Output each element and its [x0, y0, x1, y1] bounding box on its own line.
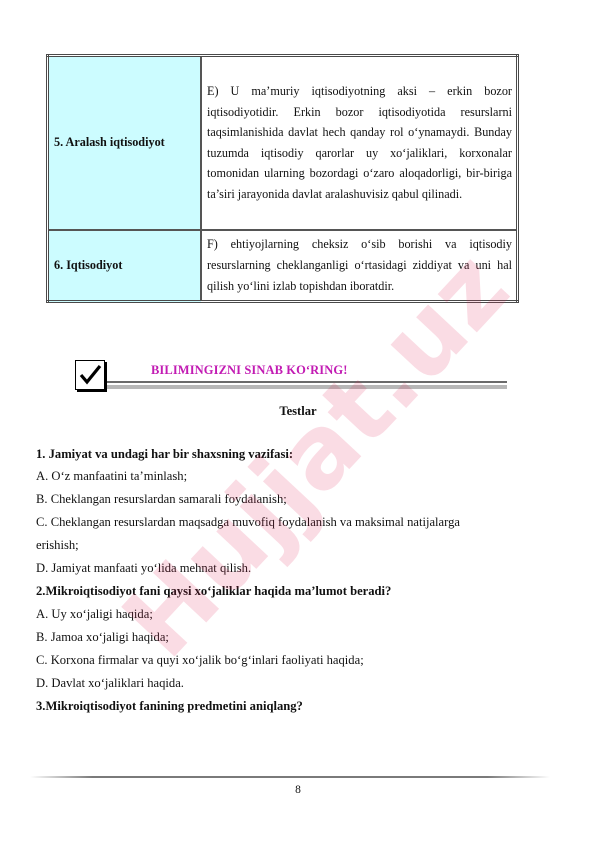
answer-line: D. Jamiyat manfaati yo‘lida mehnat qilish. [36, 561, 252, 575]
question-line: 3.Mikroiqtisodiyot fanining predmetini aniqlang? [36, 699, 303, 713]
definitions-table [46, 54, 519, 303]
banner-divider-shadow [107, 385, 507, 389]
answer-line: A. Uy xo‘jaligi haqida; [36, 607, 153, 621]
question-line: 2.Mikroiqtisodiyot fani qaysi xo‘jaliklar haqida ma’lumot beradi? [36, 584, 392, 598]
term-cell: 5. Aralash iqtisodiyot [48, 56, 202, 230]
page-number: 8 [295, 784, 301, 796]
answer-line: C. Korxona firmalar va quyi xo‘jalik bo‘g‘inlari faoliyati haqida; [36, 653, 364, 667]
answer-line: C. Cheklangan resurslardan maqsadga muvofiq foydalanish va maksimal natijalarga [36, 515, 460, 529]
banner-divider [107, 381, 507, 383]
term-cell: 6. Iqtisodiyot [48, 230, 202, 302]
answer-line: D. Davlat xo‘jaliklari haqida. [36, 676, 184, 690]
answer-line: erishish; [36, 538, 79, 552]
table-row [48, 230, 518, 302]
section-banner [75, 360, 507, 392]
tests-heading: Testlar [279, 404, 317, 418]
checkmark-box-icon [75, 360, 105, 390]
answer-line: B. Cheklangan resurslardan samarali foydalanish; [36, 492, 287, 506]
answer-line: B. Jamoa xo‘jaligi haqida; [36, 630, 169, 644]
table-row [48, 56, 518, 230]
question-line: 1. Jamiyat va undagi har bir shaxsning vazifasi: [36, 447, 294, 461]
description-cell: E) U ma’muriy iqtisodiyotning aksi – erkin bozor iqtisodiyotidir. Erkin bozor iqtisodiyotida resurslarni taqsimlanishida davlat hech qanday rol o‘ynamaydi. Bunday tuzumda iqtisodiy qarorlar uy xo‘jaliklari, korxonalar tomonidan ularning bozordagi o‘zaro aloqadorligi, bir-biriga ta’siri jarayonida davlat aralashuvisiz qabul qilinadi. [201, 56, 518, 230]
description-cell: F) ehtiyojlarning cheksiz o‘sib borishi va iqtisodiy resurslarning cheklanganligi o‘rtasidagi ziddiyat va uni hal qilish yo‘lini izlab topishdan iboratdir. [201, 230, 518, 302]
footer-rule [30, 776, 550, 778]
answer-line: A. O‘z manfaatini ta’minlash; [36, 469, 188, 483]
section-title: BILIMINGIZNI SINAB KO‘RING! [151, 363, 348, 377]
